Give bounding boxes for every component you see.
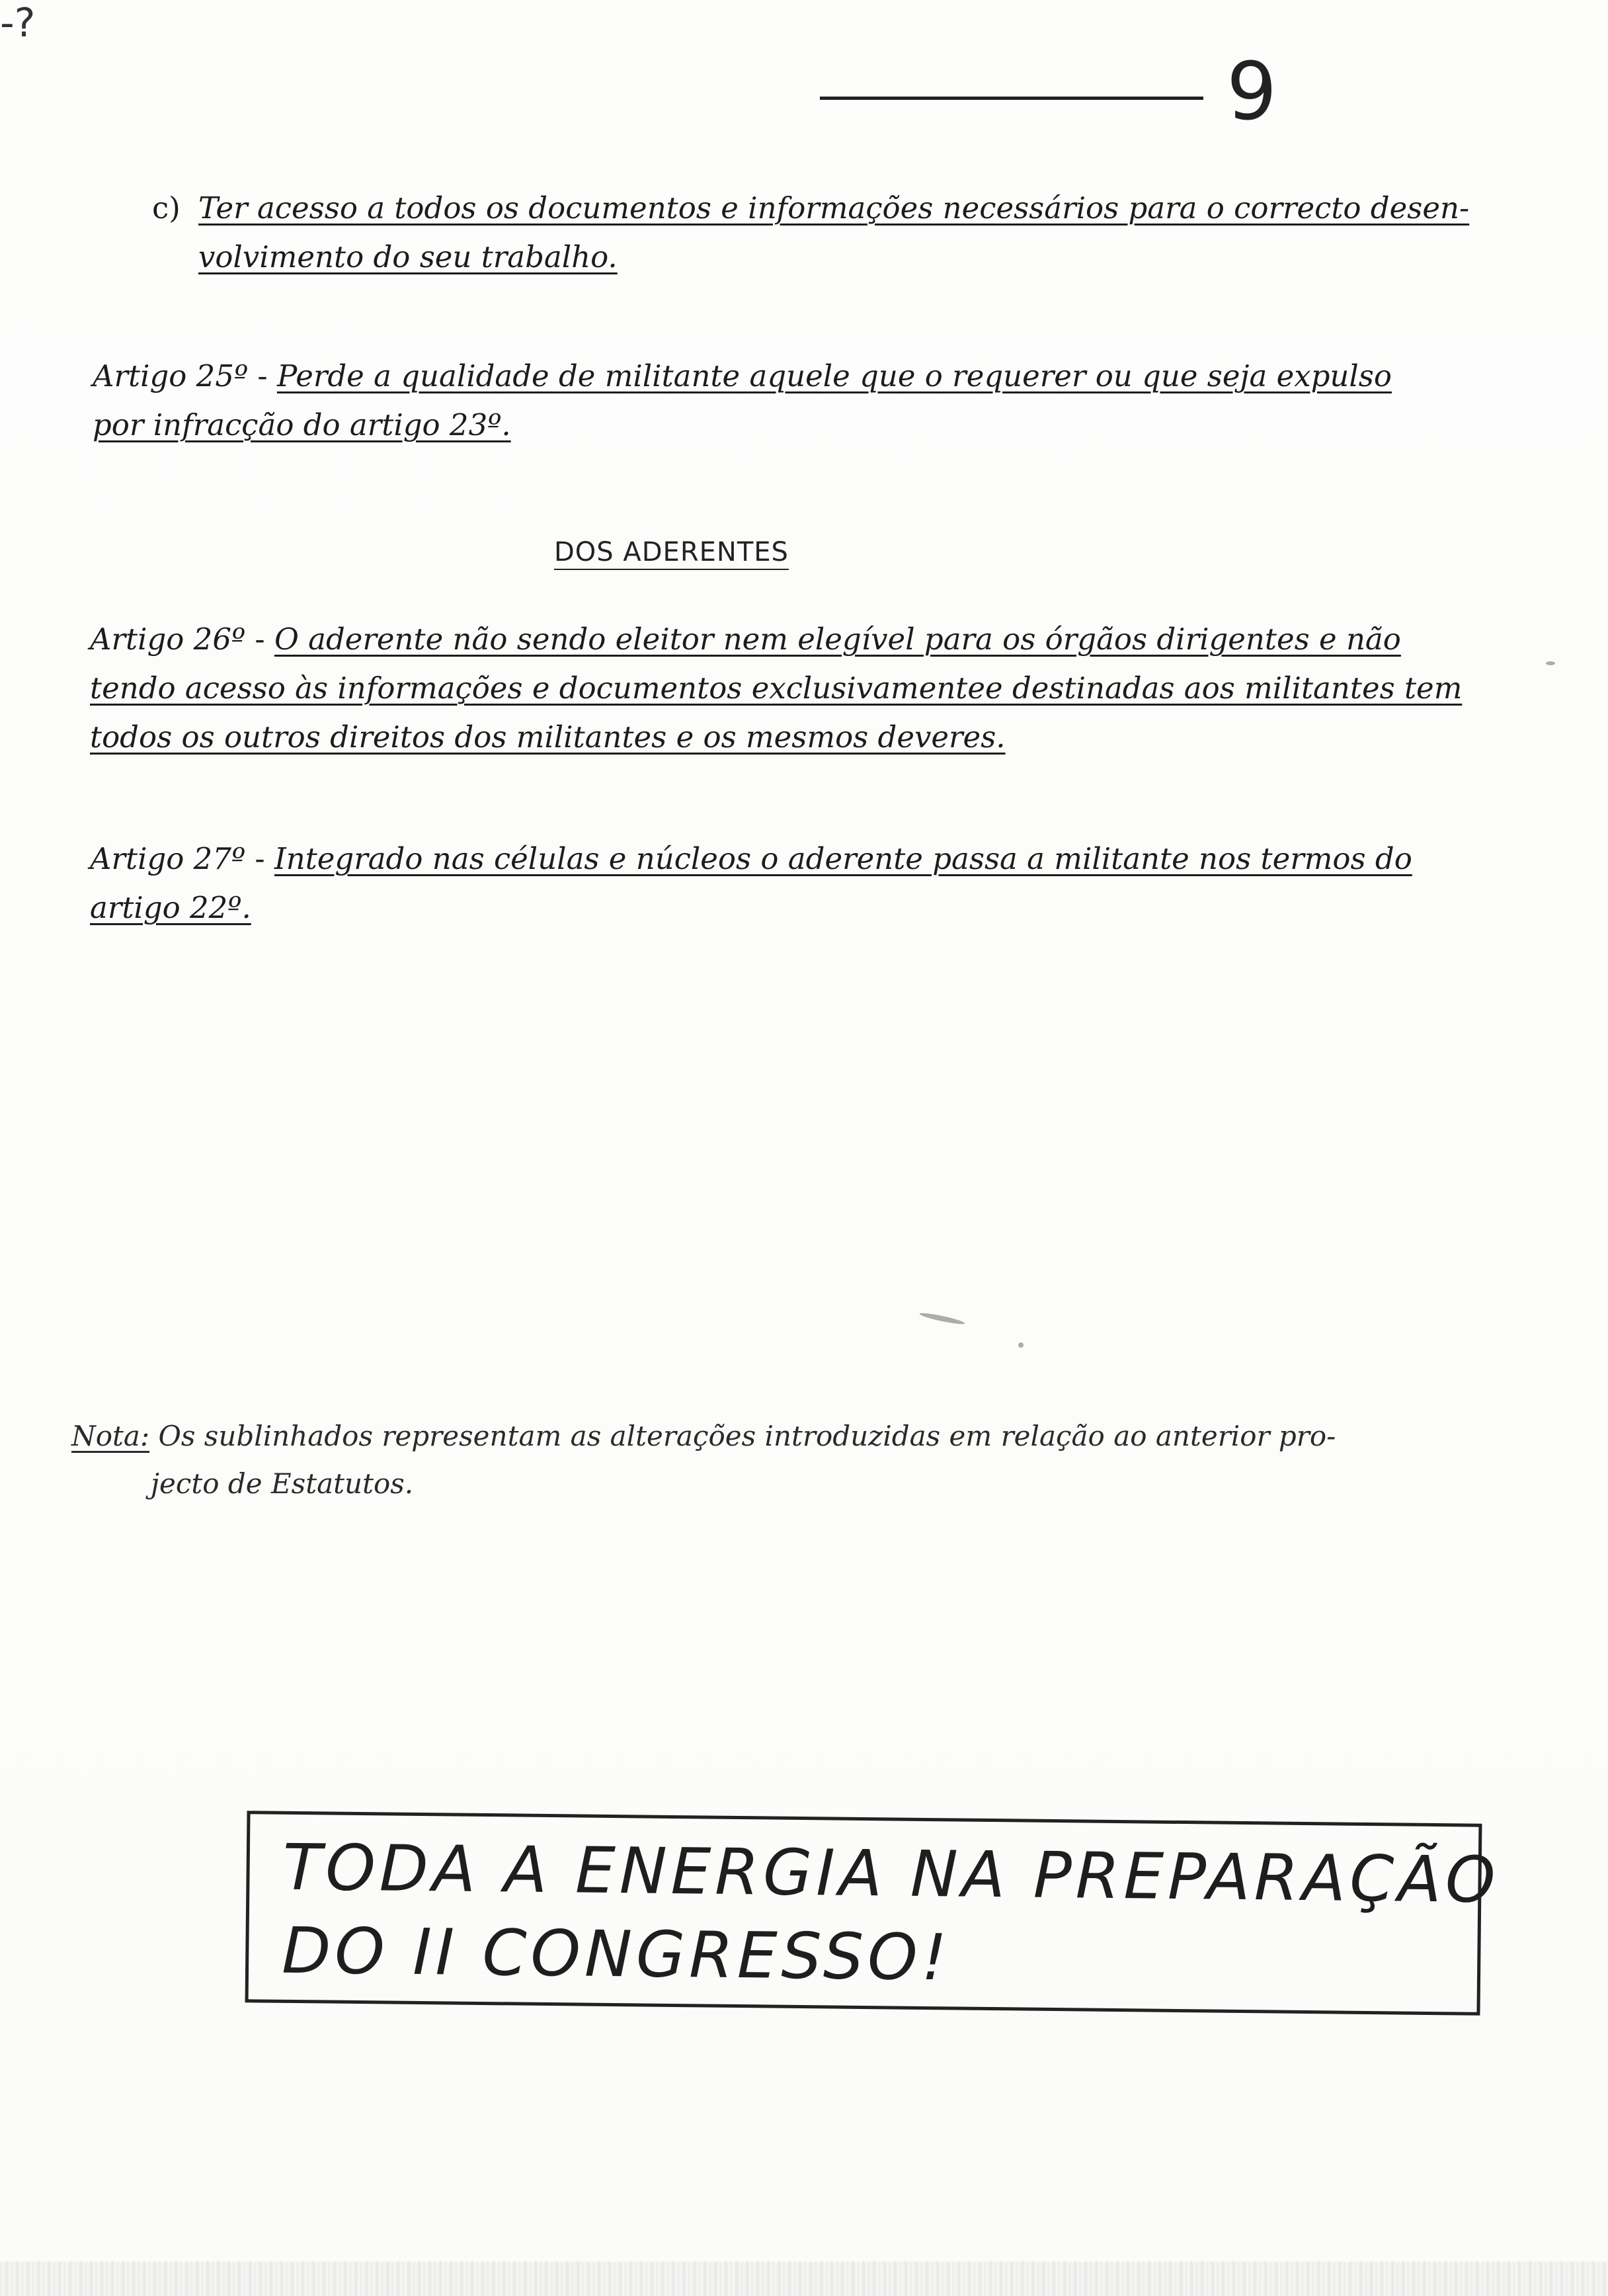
artigo-25 [93, 352, 1514, 450]
nota-label: Nota: [71, 1420, 150, 1452]
artigo-25-line2: por infracção do artigo 23º. [93, 407, 511, 442]
artigo-26-line2: tendo acesso às informações e documentos exclusivamentee destinadas aos militantes tem [90, 671, 1463, 706]
artigo-26-line3: todos os outros direitos dos militantes e os mesmos deveres. [90, 719, 1006, 755]
scan-speck [1546, 661, 1555, 665]
page-number: 9 [1226, 46, 1277, 138]
stamp-line-2: DO II CONGRESSO! [281, 1913, 951, 1995]
nota-line1: Os sublinhados representam as alterações introduzidas em relação ao anterior pro- [149, 1420, 1336, 1452]
section-heading-aderentes: DOS ADERENTES [554, 537, 789, 567]
artigo-27 [90, 835, 1518, 932]
stamp-line-1: TODA A ENERGIA NA PREPARAÇÃO [282, 1830, 1500, 1918]
artigo-26-line1: O aderente não sendo eleitor nem elegível para os órgãos dirigentes e não [274, 622, 1401, 657]
header-rule [820, 97, 1203, 100]
scan-speck [919, 1311, 965, 1326]
artigo-27-line2: artigo 22º. [90, 890, 251, 925]
artigo-27-label: Artigo 27º [90, 841, 246, 876]
stamp-box [245, 1811, 1500, 2016]
artigo-26-label: Artigo 26º [90, 622, 246, 657]
artigo-27-line1: Integrado nas células e núcleos o aderente passa a militante nos termos do [274, 841, 1412, 876]
nota-line2: jecto de Estatutos. [151, 1467, 414, 1500]
scan-speck [1018, 1342, 1024, 1348]
item-c [152, 184, 1534, 282]
artigo-25-line1: Perde a qualidade de militante aquele que o requerer ou que seja expulso [276, 358, 1392, 393]
item-c-line1: Ter acesso a todos os documentos e informações necessários para o correcto desen- [198, 190, 1470, 226]
item-c-line2: volvimento do seu trabalho. [198, 239, 618, 274]
artigo-26 [90, 615, 1518, 762]
scan-edge-noise [0, 2262, 1608, 2296]
item-c-label: c) [152, 190, 181, 226]
artigo-27-dash: - [245, 841, 274, 876]
artigo-25-dash: - [248, 358, 277, 393]
artigo-26-dash: - [245, 622, 274, 657]
nota [71, 1413, 1513, 1508]
corner-handwritten-mark: -? [0, 0, 36, 46]
artigo-25-label: Artigo 25º [93, 358, 249, 393]
